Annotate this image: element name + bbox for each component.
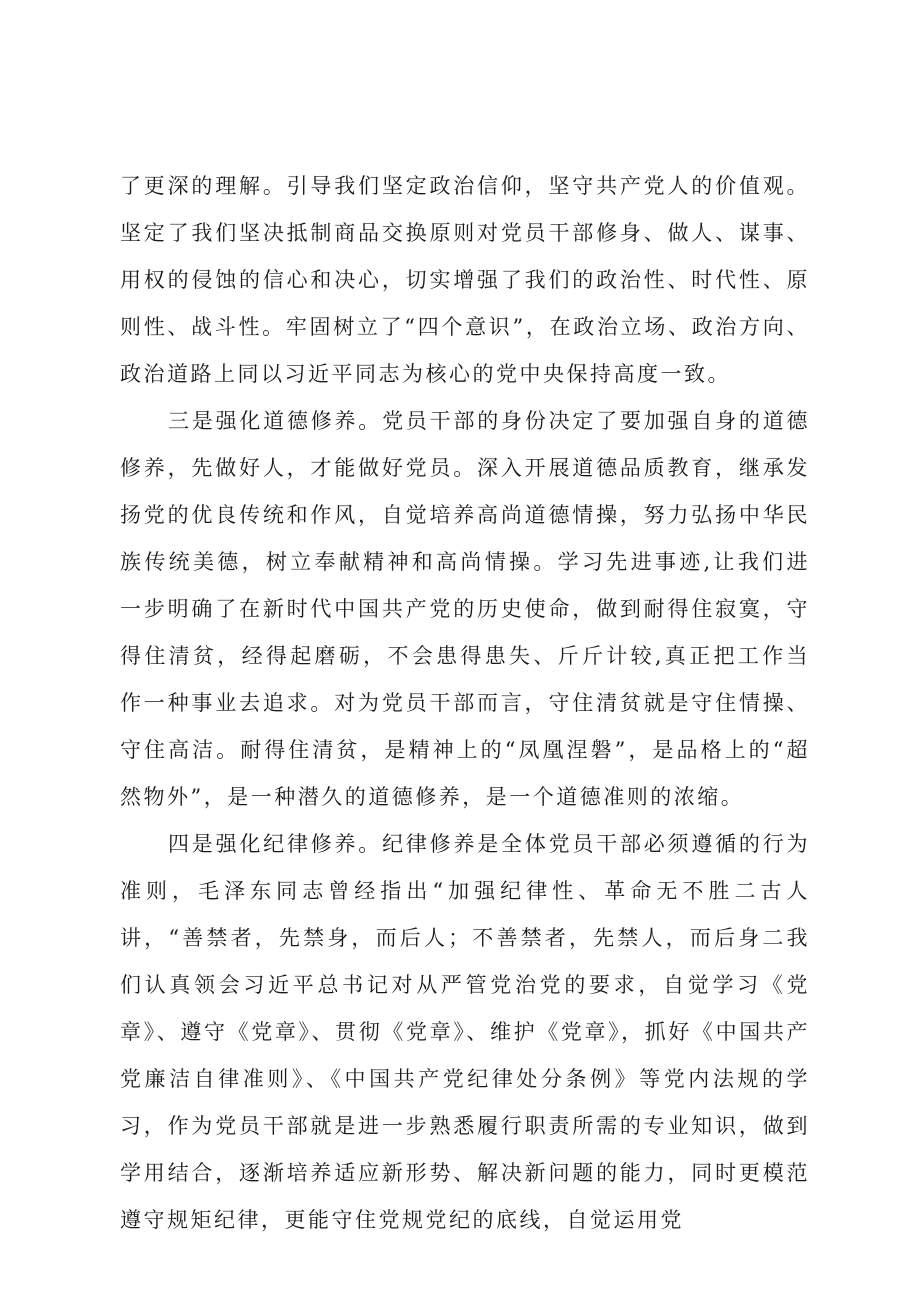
document-body [120, 163, 810, 1244]
paragraph-continuation: 了更深的理解。引导我们坚定政治信仰，坚守共产党人的价值观。坚定了我们坚决抵制商品交换原则对党员干部修身、做人、谋事、用权的侵蚀的信心和决心，切实增强了我们的政治性、时代性、原则性、战斗性。牢固树立了“四个意识”，在政治立场、政治方向、政治道路上同以习近平同志为核心的党中央保持高度一致。 [120, 174, 810, 386]
paragraph-discipline-cultivation: 四是强化纪律修养。纪律修养是全体党员干部必须遵循的行为准则，毛泽东同志曾经指出“加强纪律性、革命无不胜二古人讲，“善禁者，先禁身，而后人；不善禁者，先禁人，而后身二我们认真领会习近平总书记对从严管党治党的要求，自觉学习《党章》、遵守《党章》、贯彻《党章》、维护《党章》，抓好《中国共产党廉洁自律准则》、《中国共产党纪律处分条例》等党内法规的学习，作为党员干部就是进一步熟悉履行职责所需的专业知识，做到学用结合，逐渐培养适应新形势、解决新问题的能力，同时更模范遵守规矩纪律，更能守住党规党纪的底线，自觉运用党 [120, 832, 810, 1232]
paragraph-moral-cultivation: 三是强化道德修养。党员干部的身份决定了要加强自身的道德修养，先做好人，才能做好党员。深入开展道德品质教育，继承发扬党的优良传统和作风，自觉培养高尚道德情操，努力弘扬中华民族传统美德，树立奉献精神和高尚情操。学习先进事迹,让我们进一步明确了在新时代中国共产党的历史使命，做到耐得住寂寞，守得住清贫，经得起磨砺，不会患得患失、斤斤计较,真正把工作当作一种事业去追求。对为党员干部而言，守住清贫就是守住情操、守住高洁。耐得住清贫，是精神上的“凤凰涅磐”，是品格上的“超然物外”，是一种潜久的道德修养，是一个道德准则的浓缩。 [120, 409, 810, 809]
